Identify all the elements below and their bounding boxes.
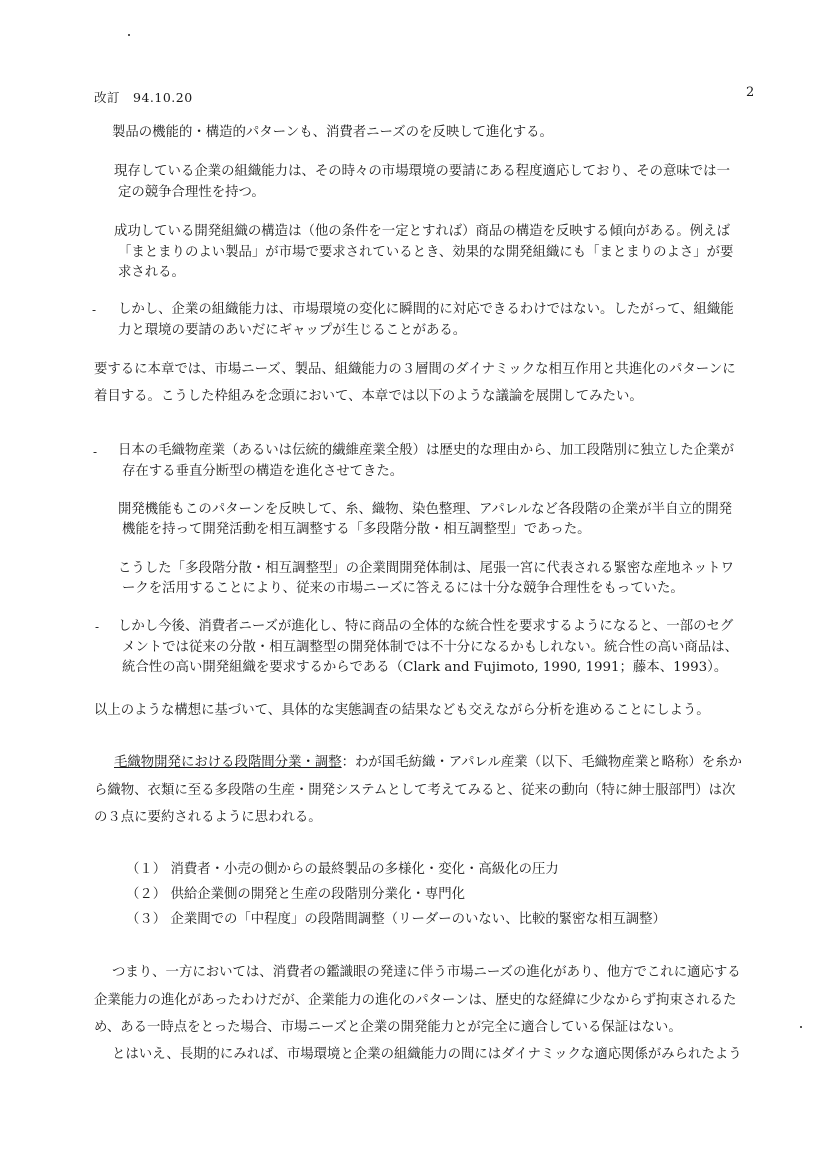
- text-line: 企業能力の進化があったわけだが、企業能力の進化のパターンは、歴史的な経緯に少なからず拘束されるた: [94, 993, 737, 1008]
- text-line: 現存している企業の組織能力は、その時々の市場環境の要請にある程度適応しており、その意味では一: [114, 164, 730, 179]
- revision-date: 改訂 94.10.20: [94, 90, 193, 105]
- text-line: の３点に要約されるように思われる。: [94, 810, 322, 825]
- text-line: しかし、企業の組織能力は、市場環境の変化に瞬間的に対応できるわけではない。したがって、組織能: [118, 302, 734, 317]
- text-line: 存在する垂直分断型の構造を進化させてきた。: [122, 464, 404, 479]
- bullet-dash: -: [93, 445, 98, 459]
- text-line: 統合性の高い開発組織を要求するからである（Clark and Fujimoto, 1990, 1991；藤本、1993）。: [122, 660, 728, 675]
- text-line: しかし今後、消費者ニーズが進化し、特に商品の全体的な統合性を要求するようになると、一部のセグ: [118, 619, 734, 634]
- list-text: 消費者・小売の側からの最終製品の多様化・変化・高級化の圧力: [170, 862, 559, 877]
- list-text: 企業間での「中程度」の段階間調整（リーダーのいない、比較的緊密な相互調整）: [170, 912, 666, 927]
- text-line: 力と環境の要請のあいだにギャップが生じることがある。: [118, 323, 467, 338]
- text-line: ークを活用することにより、従来の市場ニーズに答えるには十分な競争合理性をもっていた。: [122, 581, 684, 596]
- list-number: （３）: [126, 912, 167, 927]
- section-heading-line: [114, 756, 742, 769]
- section-heading: 毛織物開発における段階間分業・調整: [114, 755, 342, 770]
- text-line: こうした「多段階分散・相互調整型」の企業間開発体制は、尾張一宮に代表される緊密な産地ネットワ: [118, 561, 734, 576]
- text-line: 日本の毛織物産業（あるいは伝統的繊維産業全般）は歴史的な理由から、加工段階別に独立した企業が: [118, 443, 734, 458]
- list-item: [126, 913, 666, 926]
- text-line: 着目する。こうした枠組みを念頭において、本章では以下のような議論を展開してみたい。: [94, 389, 643, 404]
- text-line: 製品の機能的・構造的パターンも、消費者ニーズのを反映して進化する。: [112, 125, 553, 140]
- text-line: とはいえ、長期的にみれば、市場環境と企業の組織能力の間にはダイナミックな適応関係がみられたよう: [112, 1047, 742, 1062]
- text-line: ら織物、衣類に至る多段階の生産・開発システムとして考えてみると、従来の動向（特に紳士服部門）は次: [94, 783, 736, 798]
- text-line: 開発機能もこのパターンを反映して、糸、織物、染色整理、アパレルなど各段階の企業が半自立的開発: [118, 502, 733, 517]
- section-text: わが国毛紡織・アパレル産業（以下、毛織物産業と略称）を糸か: [355, 755, 742, 770]
- text-line: 以上のような構想に基づいて、具体的な実態調査の結果なども交えながら分析を進めることにしよう。: [94, 703, 710, 718]
- text-line: 求される。: [118, 265, 185, 280]
- list-number: （１）: [126, 862, 167, 877]
- text-line: 機能を持って開発活動を相互調整する「多段階分散・相互調整型」であった。: [122, 522, 591, 537]
- text-line: め、ある一時点をとった場合、市場ニーズと企業の開発能力とが完全に適合している保証はない。: [94, 1020, 682, 1035]
- text-line: 定の競争合理性を持つ。: [118, 185, 265, 200]
- bullet-dash: -: [95, 620, 100, 634]
- list-item: [126, 888, 465, 901]
- heading-colon: ：: [341, 755, 356, 770]
- scan-speck: [128, 34, 130, 36]
- text-line: メントでは従来の分散・相互調整型の開発体制では不十分になるかもしれない。統合性の高い商品は、: [122, 640, 738, 655]
- page-number: 2: [746, 85, 755, 100]
- list-number: （２）: [126, 887, 167, 902]
- bullet-dash: -: [92, 303, 97, 317]
- scan-speck: [800, 1026, 802, 1028]
- list-item: [126, 863, 559, 876]
- text-line: 「まとまりのよい製品」が市場で要求されているとき、効果的な開発組織にも「まとまりのよさ」が要: [118, 245, 734, 260]
- list-text: 供給企業側の開発と生産の段階別分業化・専門化: [170, 887, 466, 902]
- text-line: つまり、一方においては、消費者の鑑識眼の発達に伴う市場ニーズの進化があり、他方でこれに適応する: [112, 965, 741, 980]
- text-line: 成功している開発組織の構造は（他の条件を一定とすれば）商品の構造を反映する傾向がある。例えば: [114, 224, 730, 239]
- text-line: 要するに本章では、市場ニーズ、製品、組織能力の３層間のダイナミックな相互作用と共進化のパターンに: [94, 362, 736, 377]
